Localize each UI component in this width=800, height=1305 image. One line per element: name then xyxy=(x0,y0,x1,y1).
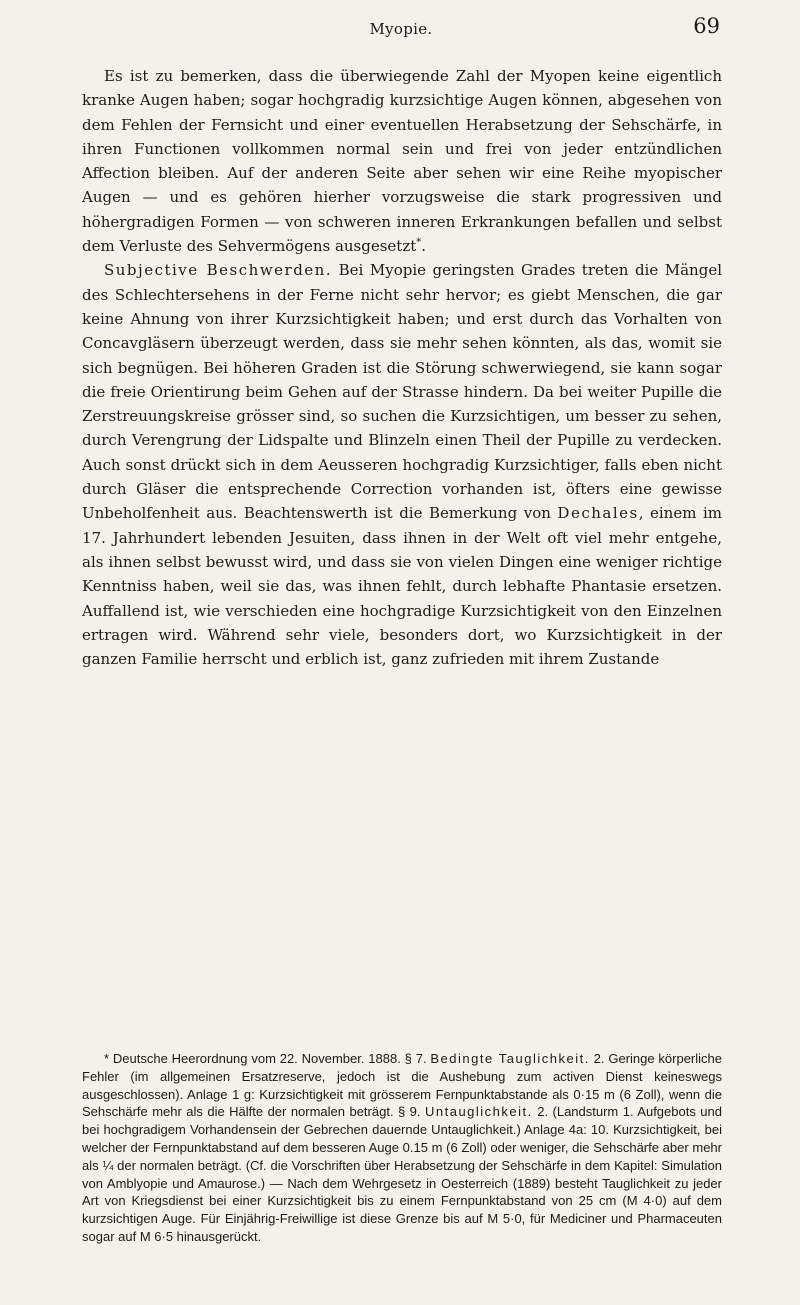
footnote-marker: * xyxy=(416,237,422,249)
paragraph-2-text-a: Bei Myopie geringsten Grades treten die Mängel des Schlechtersehens in der Ferne nicht sehr hervor; es giebt Menschen, die gar keine Ahnung von ihrer Kurzsichtigkeit haben; und erst durch das Vorhalten von Concavgläsern überzeugt werden, dass sie mehr sehen könnten, als das, womit sie sich begnügen. Bei höheren Graden ist die Störung schwerwiegend, sie kann sogar die freie Orientirung beim Gehen auf der Strasse hindern. Da bei weiter Pupille die Zerstreuungskreise grösser sind, so suchen die Kurzsichtigen, um besser zu sehen, durch Verengrung der Lidspalte und Blinzeln einen Theil der Pupille zu verdecken. Auch sonst drückt sich in dem Aeusseren hochgradig Kurzsichtiger, falls eben nicht durch Gläser die entsprechende Correction vorhanden ist, öfters eine gewisse Unbeholfenheit aus. Beachtenswerth ist die Bemerkung von xyxy=(82,261,722,523)
footnote-term-bedingte: Bedingte Tauglichkeit. xyxy=(430,1051,590,1066)
running-title: Myopie. xyxy=(369,20,433,38)
paragraph-1-end: . xyxy=(421,237,427,256)
paragraph-1 xyxy=(82,64,722,258)
footnote-paragraph xyxy=(82,1050,722,1246)
author-name: Dechales xyxy=(557,504,639,523)
page-number: 69 xyxy=(693,14,720,38)
paragraph-2 xyxy=(82,258,722,671)
section-heading: Subjective Beschwerden. xyxy=(104,261,333,280)
running-head xyxy=(82,14,720,44)
footnote xyxy=(82,1050,722,1246)
paragraph-1-text: Es ist zu bemerken, dass die überwiegende Zahl der Myopen keine eigentlich kranke Augen haben; sogar hochgradig kurzsichtige Augen können, abgesehen von dem Fehlen der Fernsicht und einer eventuellen Herabsetzung der Sehschärfe, in ihren Functionen vollkommen normal sein und frei von jeder entzündlichen Affection bleiben. Auf der anderen Seite aber sehen wir eine Reihe myopischer Augen — und es gehören hierher vorzugsweise die stark progressiven und höhergradigen Formen — von schweren inneren Erkrankungen befallen und selbst dem Verluste des Sehvermögens ausgesetzt xyxy=(82,67,722,256)
footnote-text-e: 2. (Landsturm 1. Aufgebots und bei hochgradigem Vorhandensein der Gebrechen dauernde Untauglichkeit.) Anlage 4a: 10. Kurzsichtigkeit, bei welcher der Fernpunktabstand auf dem besseren Auge 0.15 m (6 Zoll) oder weniger, die Sehschärfe aber mehr als ¼ der normalen beträgt. (Cf. die Vorschriften über Herabsetzung der Sehschärfe in dem Kapitel: Simulation von Amblyopie und Amaurose.) — Nach dem Wehrgesetz in Oesterreich (1889) besteht Tauglichkeit zu jeder Art von Kriegsdienst bei einer Kurzsichtigkeit bis zu einem Fernpunktabstand von 25 cm (M 4·0) auf dem kurzsichtigen Auge. Für Einjährig-Freiwillige ist diese Grenze bis auf M 5·0, für Mediciner und Pharmaceuten sogar auf M 6·5 hinausgerückt. xyxy=(82,1104,722,1244)
footnote-text-c: 2. Geringe körperliche Fehler (im allgemeinen Ersatzreserve, jedoch ist die Aushebung zum activen Dienst keineswegs ausgeschlossen). Anlage 1 g: Kurzsichtigkeit mit grösserem Fernpunktabstande als 0·15 m (6 Zoll), wenn die Sehschärfe mehr als die Hälfte der normalen beträgt. § 9. xyxy=(82,1051,722,1120)
paragraph-2-text-b: , einem im 17. Jahrhundert lebenden Jesuiten, dass ihnen in der Welt oft viel mehr entgehe, als ihnen selbst bewusst wird, und dass sie von vielen Dingen eine weniger richtige Kenntniss haben, weil sie das, was ihnen fehlt, durch lebhafte Phantasie ersetzen. Auffallend ist, wie verschieden eine hochgradige Kurzsichtigkeit von den Einzelnen ertragen wird. Während sehr viele, besonders dort, wo Kurzsichtigkeit in der ganzen Familie herrscht und erblich ist, ganz zufrieden mit ihrem Zustande xyxy=(82,504,722,669)
footnote-term-untauglichkeit: Untauglichkeit. xyxy=(424,1104,533,1120)
body-text xyxy=(82,64,722,671)
footnote-text-a: * Deutsche Heerordnung vom 22. November. 1888. § 7. xyxy=(104,1051,431,1066)
